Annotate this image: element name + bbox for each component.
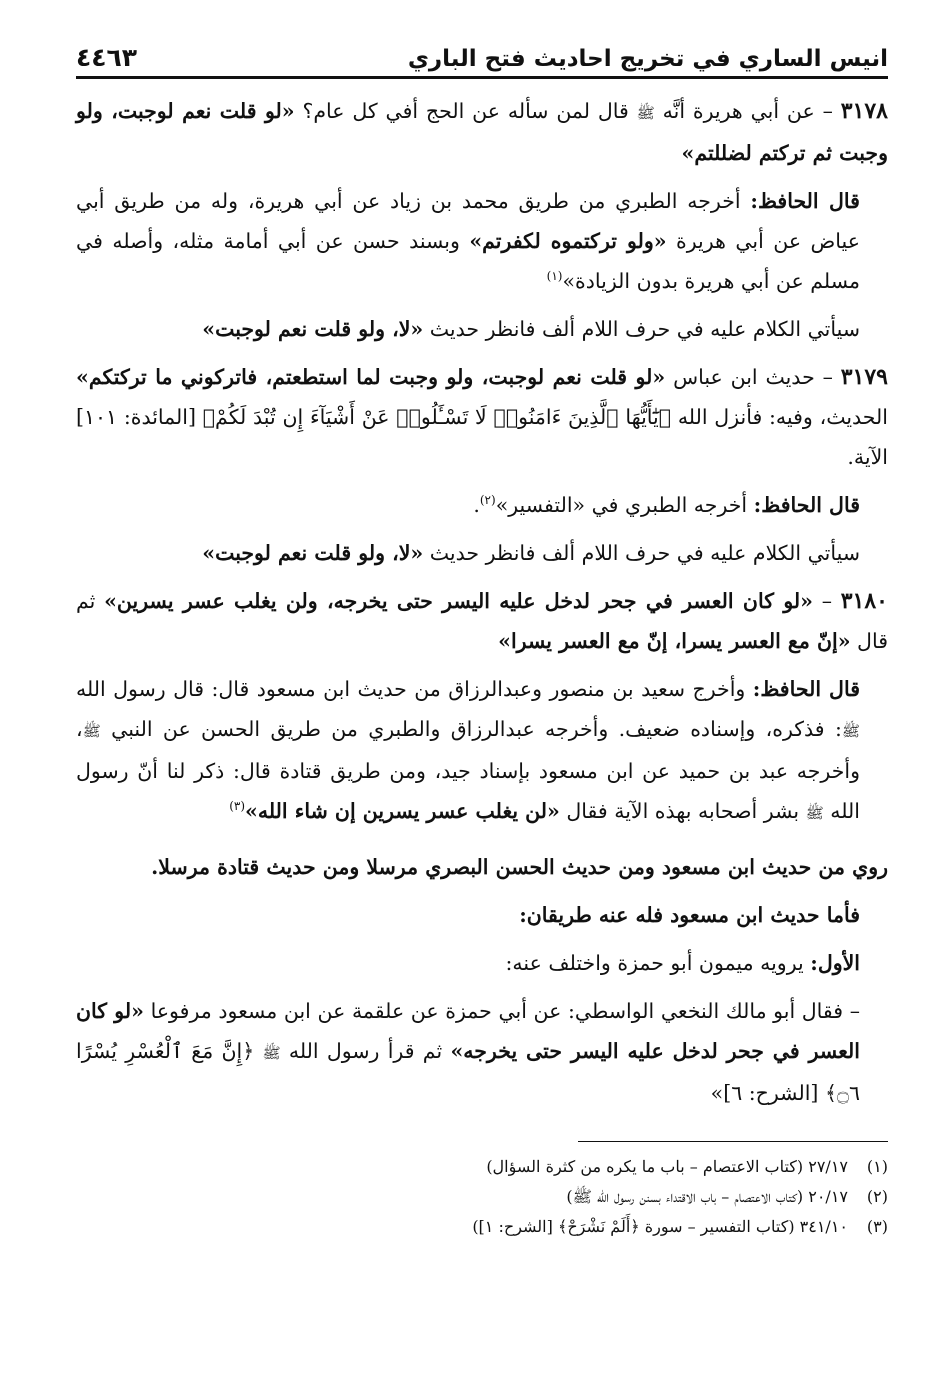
- salutation-glyph: ﷺ: [82, 722, 101, 740]
- hadith-3178: ٣١٧٨ – عن أبي هريرة أنَّه ﷺ قال لمن سأله عن الحج أفي كل عام؟ «لو قلت نعم لوجبت، ولو وجبت ثم تركتم لضللتم»: [76, 98, 888, 165]
- hafiz-comment: قال الحافظ: أخرجه الطبري في «التفسير»$^{(٢)}$.: [473, 493, 860, 517]
- footnote: (٢) ٢٠/١٧ (كتاب الاعتصام – باب الاقتداء بسنن رسول الله ﷺ): [566, 1187, 888, 1206]
- cross-reference: سيأتي الكلام عليه في حرف اللام ألف فانظر حديث «لا، ولو قلت نعم لوجبت»: [202, 541, 860, 565]
- hafiz-comment: قال الحافظ: أخرجه الطبري من طريق محمد بن زياد عن أبي هريرة، وله من طريق أبي عياض عن أبي هريرة «ولو تركتموه لكفرتم» وبسند حسن عن أبي أمامة مثله، وأصله في مسلم عن أبي هريرة بدون الزيادة»$^{(١)}$: [76, 189, 860, 293]
- hadith-number: ٣١٧٨: [840, 98, 888, 124]
- footnotes: [76, 1152, 888, 1242]
- hadith-number: ٣١٧٩: [840, 364, 888, 390]
- salutation-glyph: ﷺ: [841, 722, 860, 740]
- hadith-text: «لو قلت نعم لوجبت، ولو وجبت ثم تركتم لضللتم»: [76, 99, 888, 165]
- cross-reference: سيأتي الكلام عليه في حرف اللام ألف فانظر حديث «لا، ولو قلت نعم لوجبت»: [202, 317, 860, 341]
- page-number: ٤٤٦٣: [76, 43, 138, 72]
- hafiz-label: قال الحافظ:: [750, 189, 860, 213]
- quran-verse: ﴿إِنَّ مَعَ ٱلْعُسْرِ يُسْرًا ۝٦﴾: [76, 1039, 860, 1105]
- salutation-glyph: ﷺ: [636, 104, 655, 122]
- hadith-text: «لو قلت نعم لوجبت، ولو وجبت لما استطعتم، فاتركوني ما تركتكم»: [76, 365, 666, 389]
- salutation-glyph: ﷺ: [805, 804, 824, 822]
- running-header: [76, 30, 888, 72]
- verse-reference: [المائدة: ١٠١] الآية.: [76, 405, 888, 469]
- footnote-ref: (١): [546, 269, 563, 284]
- footnote-ref: (٣): [229, 799, 246, 814]
- discussion-heading: فأما حديث ابن مسعود فله عنه طريقان:: [519, 903, 860, 927]
- verse-reference: [الشرح: ٦]»: [710, 1081, 819, 1105]
- first-route: الأول: يرويه ميمون أبو حمزة واختلف عنه:: [505, 951, 860, 975]
- hadith-text: «لو كان العسر في جحر لدخل عليه اليسر حتى يخرجه، ولن يغلب عسر يسرين»: [104, 589, 813, 613]
- hafiz-label: قال الحافظ:: [753, 493, 860, 517]
- book-title: انيس الساري في تخريج احاديث فتح الباري: [407, 46, 888, 72]
- footnote: (١) ٢٧/١٧ (كتاب الاعتصام – باب ما يكره من كثرة السؤال): [486, 1157, 888, 1176]
- hadith-3180: ٣١٨٠ – «لو كان العسر في جحر لدخل عليه اليسر حتى يخرجه، ولن يغلب عسر يسرين» ثم قال «إنّ مع العسر يسرا، إنّ مع العسر يسرا»: [76, 588, 888, 653]
- hafiz-label: قال الحافظ:: [752, 677, 860, 701]
- hadith-3179: ٣١٧٩ – حديث ابن عباس «لو قلت نعم لوجبت، ولو وجبت لما استطعتم، فاتركوني ما تركتكم» الحديث، وفيه: فأنزل الله ﴿يَٰٓأَيُّهَا ٱلَّذِينَ ءَامَنُوا۟ لَا تَسْـَٔلُوا۟ عَنْ أَشْيَآءَ إِن تُبْدَ لَكُمْ﴾ [المائدة: ١٠١] الآية.: [76, 364, 888, 469]
- footnote-ref: (٢): [479, 493, 496, 508]
- hafiz-comment: قال الحافظ: وأخرج سعيد بن منصور وعبدالرزاق من حديث ابن مسعود قال: قال رسول الله ﷺ: فذكره، وإسناده ضعيف. وأخرجه عبدالرزاق والطبري من طريق الحسن عن النبي ﷺ، وأخرجه عبد بن حميد عن ابن مسعود بإسناد جيد، ومن طريق قتادة قال: ذكر لنا أنّ رسول الله ﷺ بشر أصحابه بهذه الآية فقال «لن يغلب عسر يسرين إن شاء الله»$^{(٣)}$: [76, 677, 860, 823]
- quran-verse: ﴿يَٰٓأَيُّهَا ٱلَّذِينَ ءَامَنُوا۟ لَا تَسْـَٔلُوا۟ عَنْ أَشْيَآءَ إِن تُبْدَ لَكُمْ﴾: [202, 405, 672, 429]
- discussion-summary: روي من حديث ابن مسعود ومن حديث الحسن البصري مرسلا ومن حديث قتادة مرسلا.: [151, 855, 888, 879]
- salutation-glyph: ﷺ: [262, 1044, 281, 1062]
- footnote-separator: [578, 1141, 888, 1142]
- hadith-number: ٣١٨٠: [840, 588, 888, 614]
- header-rule: [76, 76, 888, 79]
- narration-variant: – فقال أبو مالك النخعي الواسطي: عن أبي حمزة عن علقمة عن ابن مسعود مرفوعا «لو كان العسر في جحر لدخل عليه اليسر حتى يخرجه» ثم قرأ رسول الله ﷺ ﴿إِنَّ مَعَ ٱلْعُسْرِ يُسْرًا ۝٦﴾ [الشرح: ٦]»: [76, 999, 860, 1105]
- footnote: (٣) ٣٤١/١٠ (كتاب التفسير – سورة ﴿أَلَمْ نَشْرَحْ﴾ [الشرح: ١]): [472, 1217, 888, 1236]
